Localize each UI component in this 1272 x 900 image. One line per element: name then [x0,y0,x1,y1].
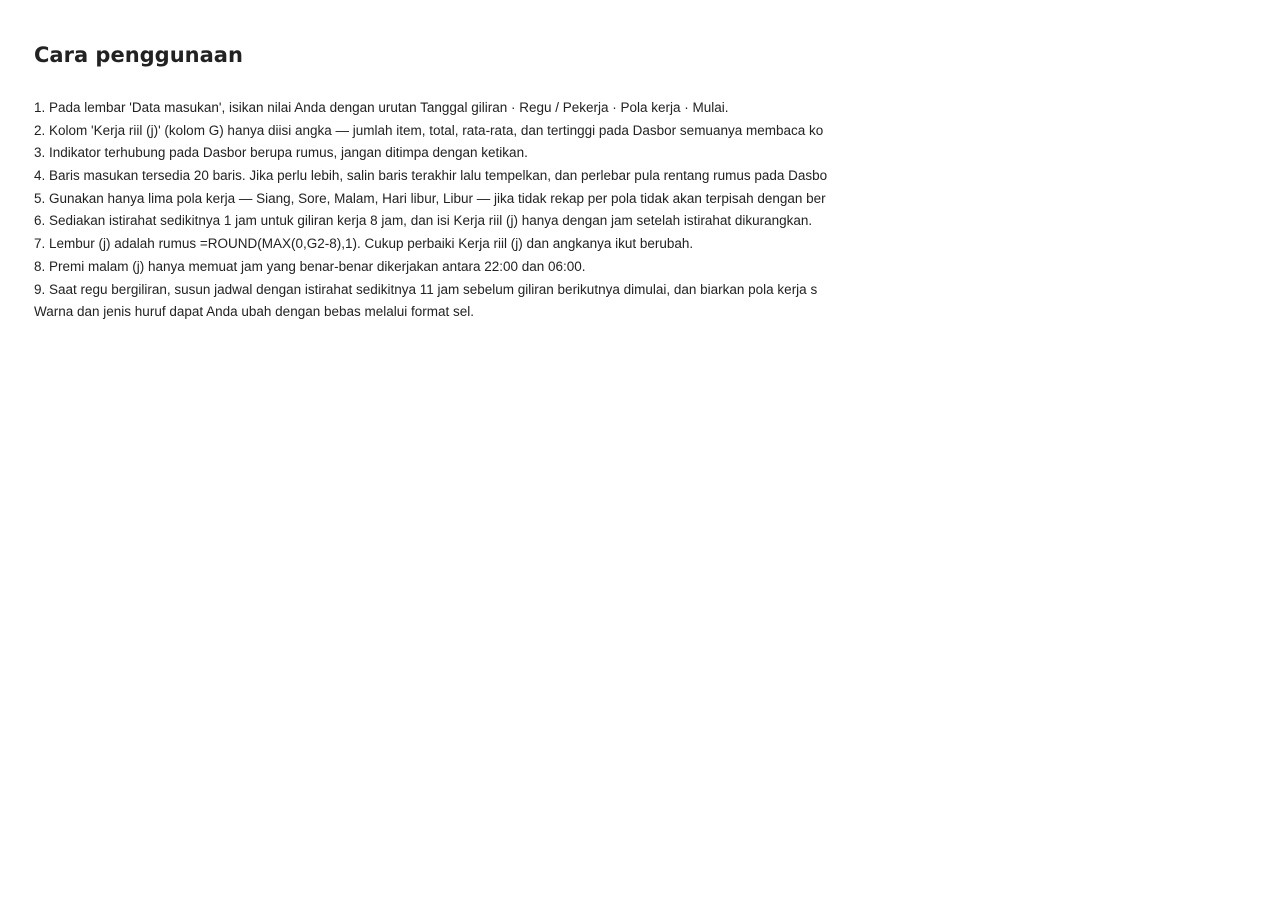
instruction-line-6: 6. Sediakan istirahat sedikitnya 1 jam untuk giliran kerja 8 jam, dan isi Kerja riil (j) hanya dengan jam setelah istirahat dikurangkan. [34,213,813,229]
page-title: Cara penggunaan [34,43,243,67]
instruction-line-1: 1. Pada lembar 'Data masukan', isikan nilai Anda dengan urutan Tanggal giliran · Regu / Pekerja · Pola kerja · Mulai. [34,100,729,115]
instruction-list [34,97,837,324]
instruction-line-8: 8. Premi malam (j) hanya memuat jam yang benar-benar dikerjakan antara 22:00 dan 06:00. [34,258,586,274]
instruction-line-2: 2. Kolom 'Kerja riil (j)' (kolom G) hanya diisi angka — jumlah item, total, rata-rata, dan tertinggi pada Dasbor semuanya membaca ko [34,122,824,138]
instruction-line-5: 5. Gunakan hanya lima pola kerja — Siang, Sore, Malam, Hari libur, Libur — jika tidak rekap per pola tidak akan terpisah dengan ber [34,190,826,206]
formatting-note: Warna dan jenis huruf dapat Anda ubah dengan bebas melalui format sel. [34,304,475,320]
instruction-line-7: 7. Lembur (j) adalah rumus =ROUND(MAX(0,G2-8),1). Cukup perbaiki Kerja riil (j) dan angkanya ikut berubah. [34,236,694,252]
instruction-line-4: 4. Baris masukan tersedia 20 baris. Jika perlu lebih, salin baris terakhir lalu tempelkan, dan perlebar pula rentang rumus pada Dasbo [34,168,828,184]
instruction-line-3: 3. Indikator terhubung pada Dasbor berupa rumus, jangan ditimpa dengan ketikan. [34,145,528,161]
instruction-line-9: 9. Saat regu bergiliran, susun jadwal dengan istirahat sedikitnya 11 jam sebelum giliran berikutnya dimulai, dan biarkan pola kerja s [34,281,818,297]
